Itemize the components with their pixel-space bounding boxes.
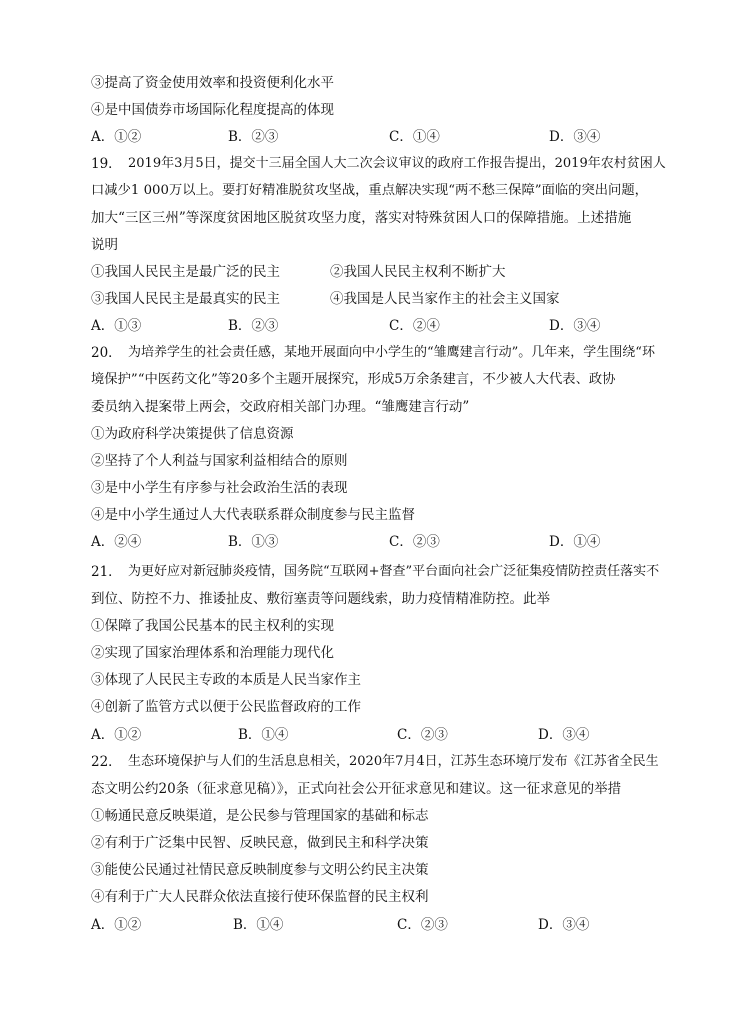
option-d: D．①④ [549,534,601,550]
statement: ①为政府科学决策提供了信息资源 [91,426,294,442]
option-c: C．②③ [397,727,448,743]
option-a: A．①② [91,917,142,933]
question-text: 境保护”“中医药文化”等20多个主题开展探究，形成5万余条建言，不少被人大代表、政协 [91,372,616,387]
question-text: 为培养学生的社会责任感，某地开展面向中小学生的“雏鹰建言行动”。几年来，学生围绕“环 [128,345,655,360]
option-a: A．①② [91,727,142,743]
option-a: A．②④ [91,534,142,550]
question-text: 说明 [91,237,118,253]
statement: ④创新了监管方式以便于公民监督政府的工作 [91,699,361,715]
statement: ③体现了人民民主专政的本质是人民当家作主 [91,672,361,688]
option-c: C．①④ [389,129,440,145]
question-text: 委员纳入提案带上两会，交政府相关部门办理。“雏鹰建言行动” [91,399,470,415]
question-number: 22． [91,754,122,770]
option-b: B．①④ [238,727,289,743]
option-c: C．②③ [397,917,448,933]
question-text: 生态环境保护与人们的生活息息相关，2020年7月4日，江苏生态环境厅发布《江苏省全民生 [128,754,659,769]
question-number: 20． [91,345,122,361]
statement: ①保障了我国公民基本的民主权利的实现 [91,618,334,634]
question-text: 到位、防控不力、推诿扯皮、敷衍塞责等问题线索，助力疫情精准防控。此举 [91,591,550,607]
statement: ④我国是人民当家作主的社会主义国家 [330,291,560,307]
question-text: 口减少1 000万以上。要打好精准脱贫攻坚战，重点解决实现“两不愁三保障”面临的突出问题， [91,183,648,198]
statement: ①我国人民民主是最广泛的民主 [91,264,280,280]
statement: ③能使公民通过社情民意反映制度参与文明公约民主决策 [91,862,429,878]
option-b: B．②③ [228,318,279,334]
statement: ③我国人民民主是最真实的民主 [91,291,280,307]
option-b: B．①③ [228,534,279,550]
question-number: 19． [91,156,122,172]
option-d: D．③④ [549,129,601,145]
statement: ③提高了资金使用效率和投资便利化水平 [91,75,334,91]
option-b: B．①④ [233,917,284,933]
statement: ②实现了国家治理体系和治理能力现代化 [91,645,334,661]
statement: ④有利于广大人民群众依法直接行使环保监督的民主权利 [91,889,429,905]
question-text: 为更好应对新冠肺炎疫情，国务院“互联网+督查”平台面向社会广泛征集疫情防控责任落实不 [128,564,660,579]
statement: ①畅通民意反映渠道，是公民参与管理国家的基础和标志 [91,808,429,824]
option-c: C．②④ [389,318,440,334]
statement: ④是中小学生通过人大代表联系群众制度参与民主监督 [91,507,415,523]
option-d: D．③④ [538,727,590,743]
statement: ②坚持了个人利益与国家利益相结合的原则 [91,453,348,469]
question-text: 态文明公约20条（征求意见稿）》，正式向社会公开征求意见和建议。这一征求意见的举措 [91,781,622,797]
option-a: A．①② [91,129,142,145]
question-text: 加大“三区三州”等深度贫困地区脱贫攻坚力度，落实对特殊贫困人口的保障措施。上述措施 [91,210,632,226]
option-d: D．③④ [538,917,590,933]
option-d: D．③④ [549,318,601,334]
statement: ②我国人民民主权利不断扩大 [330,264,506,280]
question-number: 21． [91,564,122,580]
option-b: B．②③ [228,129,279,145]
statement: ②有利于广泛集中民智、反映民意，做到民主和科学决策 [91,835,429,851]
statement: ④是中国债券市场国际化程度提高的体现 [91,102,334,118]
option-a: A．①③ [91,318,142,334]
statement: ③是中小学生有序参与社会政治生活的表现 [91,480,348,496]
question-text: 2019年3月5日，提交十三届全国人大二次会议审议的政府工作报告提出，2019年农村贫困人 [128,156,666,171]
option-c: C．②③ [389,534,440,550]
